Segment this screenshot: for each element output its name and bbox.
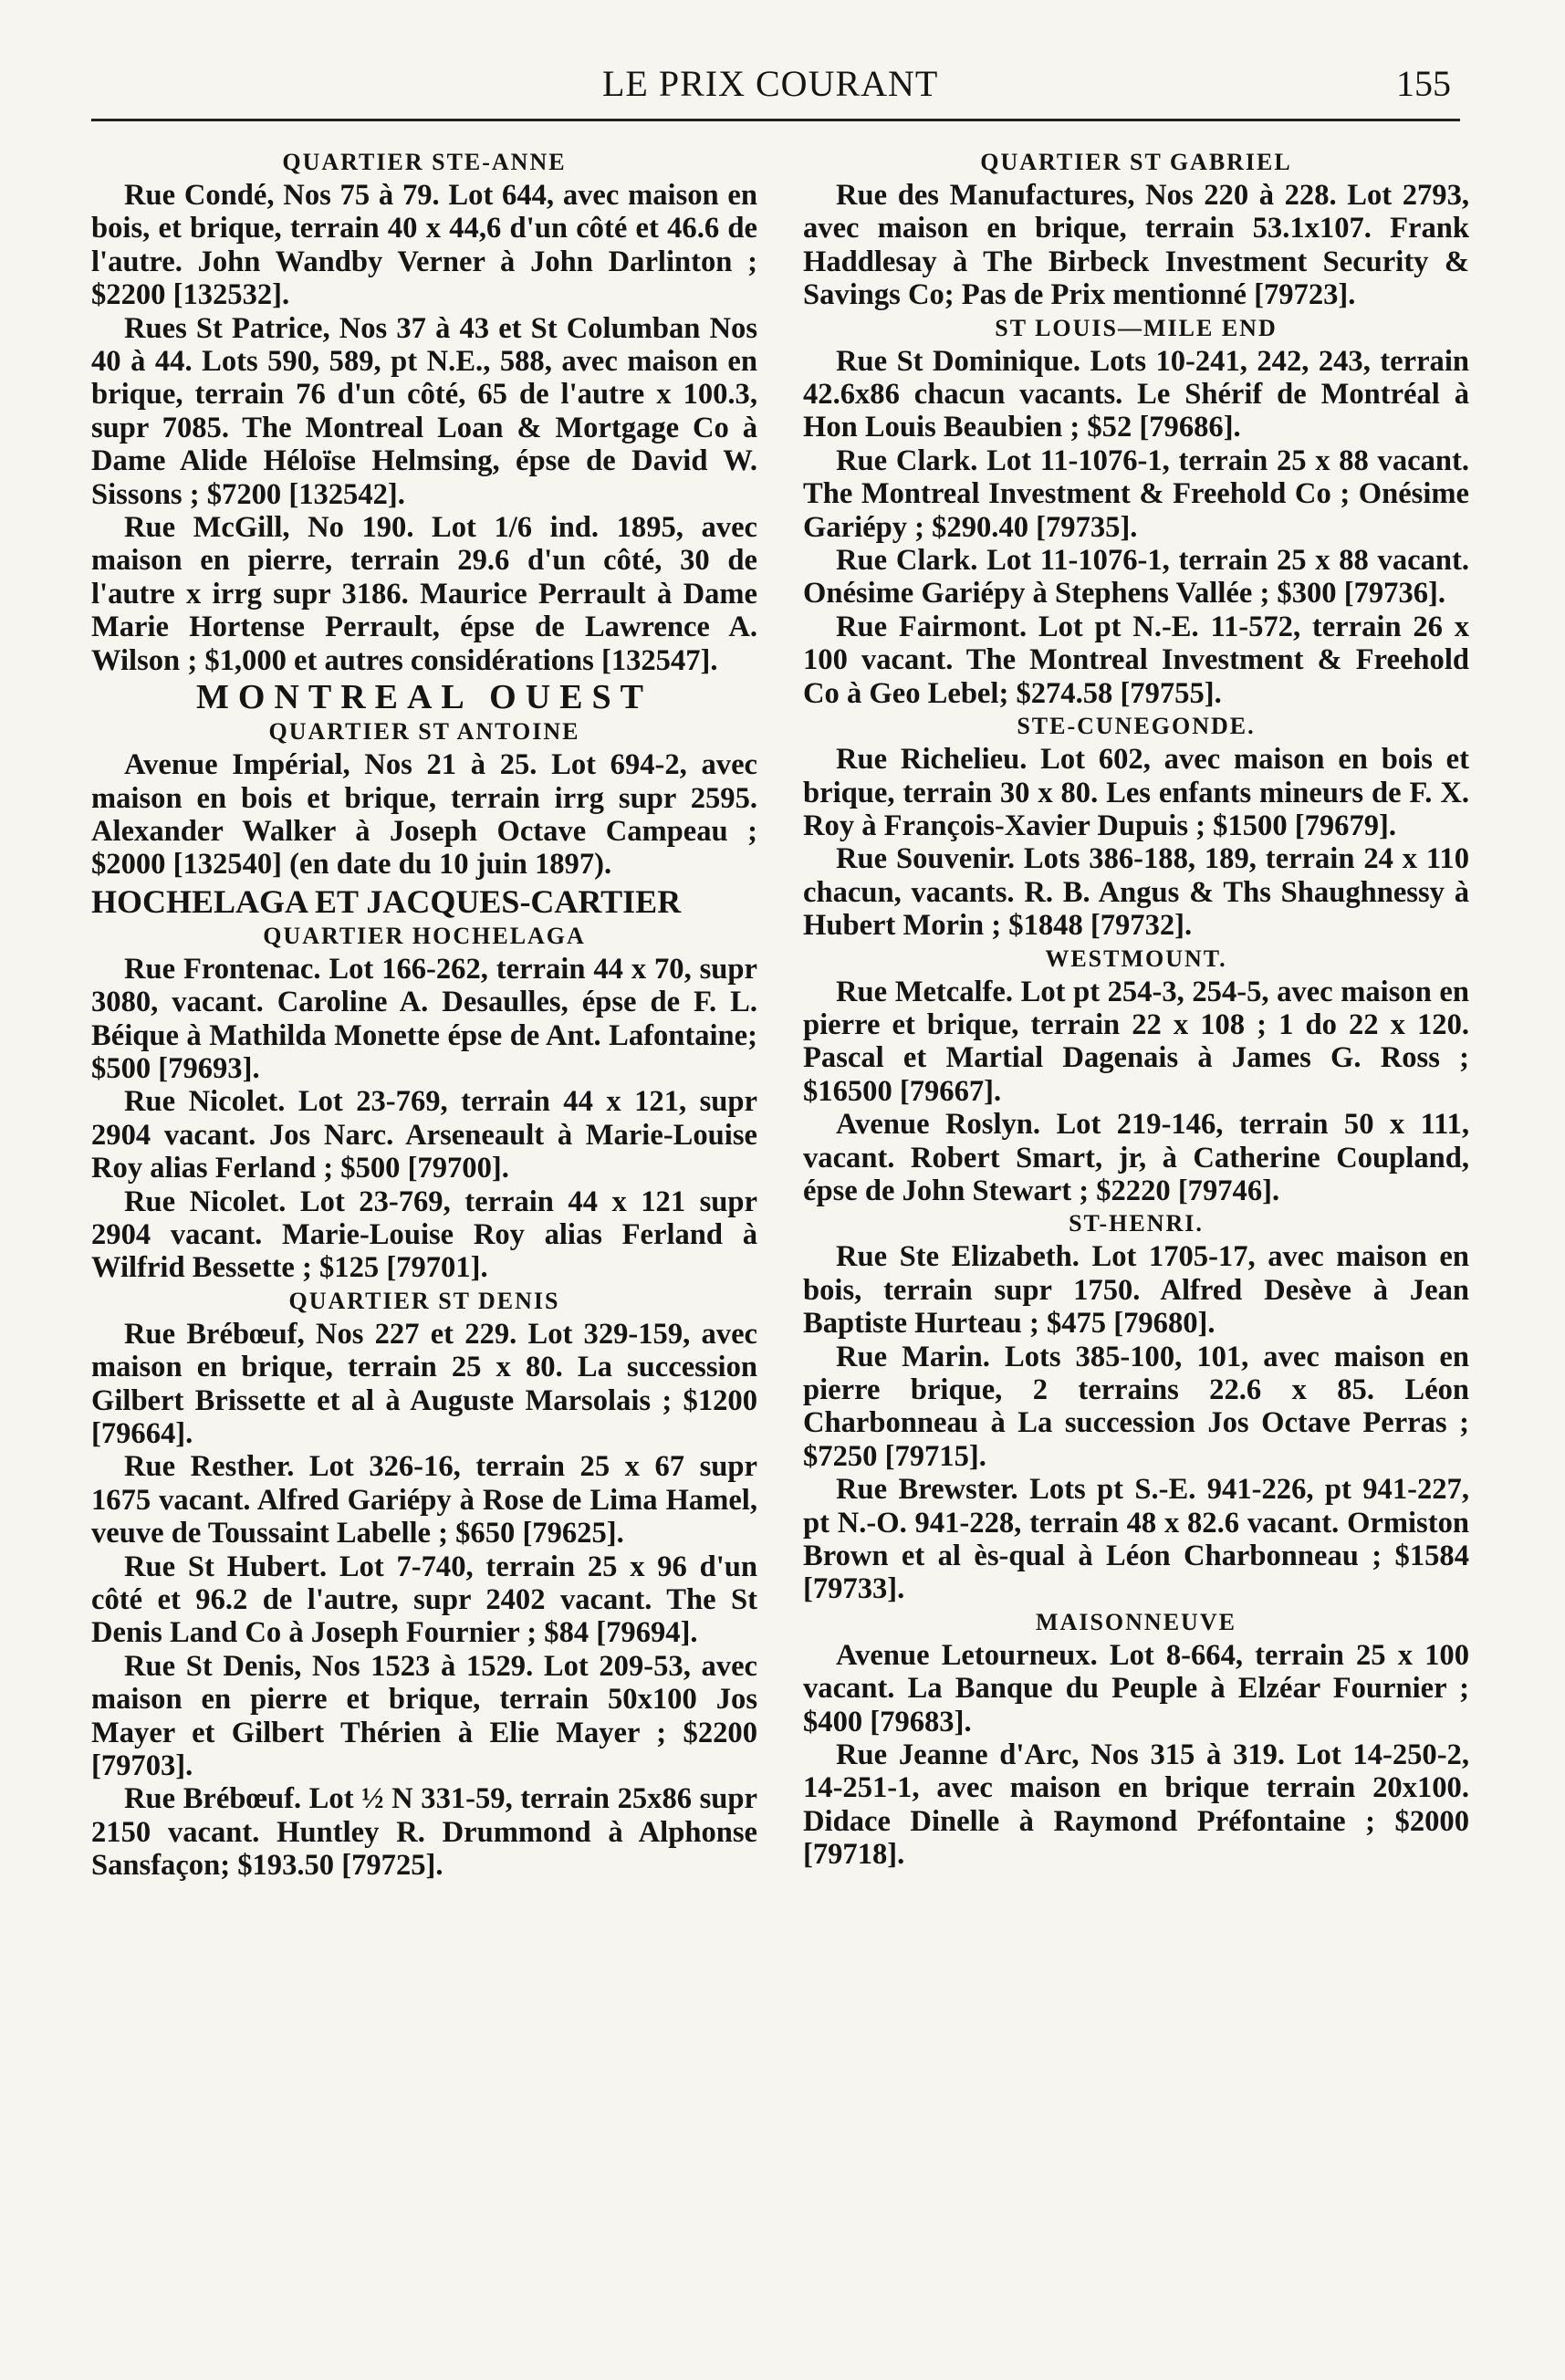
running-title: LE PRIX COURANT — [602, 63, 939, 104]
district-heading: HOCHELAGA ET JACQUES-CARTIER — [91, 882, 682, 920]
property-entry: Rue Brewster. Lots pt S.-E. 941-226, pt 941-227, pt N.-O. 941-228, terrain 48 x 82.6 vacant. Ormiston Brown et al ès-qual à Léon Charbonneau ; $1584 [79733]. — [803, 1473, 1469, 1606]
property-entry: Rue Frontenac. Lot 166-262, terrain 44 x 70, supr 3080, vacant. Caroline A. Desaulles, épse de F. L. Béique à Mathilda Monette épse de Ant. Lafontaine; $500 [79693]. — [91, 952, 757, 1085]
property-entry: Rue Nicolet. Lot 23-769, terrain 44 x 121, supr 2904 vacant. Jos Narc. Arseneault à Marie-Louise Roy alias Ferland ; $500 [79700]. — [91, 1085, 757, 1185]
header-rule — [91, 119, 1460, 121]
section-heading: STE-CUNEGONDE. — [1017, 713, 1256, 740]
property-entry: Rue Brébœuf, Nos 227 et 229. Lot 329-159, avec maison en brique, terrain 25 x 80. La succession Gilbert Brissette et al à Auguste Marsolais ; $1200 [79664]. — [91, 1317, 757, 1450]
property-entry: Rue Marin. Lots 385-100, 101, avec maison en pierre brique, 2 terrains 22.6 x 85. Léon Charbonneau à La succession Jos Octave Perras ; $7250 [79715]. — [803, 1340, 1469, 1473]
property-entry: Rue Richelieu. Lot 602, avec maison en bois et brique, terrain 30 x 80. Les enfants mineurs de F. X. Roy à François-Xavier Dupuis ; $1500 [79679]. — [803, 743, 1469, 842]
section-heading: WESTMOUNT. — [1045, 945, 1227, 972]
property-entry: Rue Resther. Lot 326-16, terrain 25 x 67 supr 1675 vacant. Alfred Gariépy à Rose de Lima Hamel, veuve de Toussaint Labelle ; $650 [79625]. — [91, 1450, 757, 1550]
property-entry: Rue St Dominique. Lots 10-241, 242, 243, terrain 42.6x86 chacun vacants. Le Shérif de Montréal à Hon Louis Beaubien ; $52 [79686]. — [803, 344, 1469, 444]
page-header — [91, 55, 1460, 110]
property-entry: Rue Ste Elizabeth. Lot 1705-17, avec maison en bois, terrain supr 1750. Alfred Desève à Jean Baptiste Hurteau ; $475 [79680]. — [803, 1240, 1469, 1341]
section-heading: ST LOUIS—MILE END — [995, 314, 1278, 341]
district-heading: MONTREAL OUEST — [195, 678, 653, 717]
section-heading: QUARTIER ST GABRIEL — [980, 149, 1292, 175]
section-heading: QUARTIER ST DENIS — [288, 1287, 560, 1314]
section-heading: MAISONNEUVE — [1036, 1608, 1236, 1635]
property-entry: Rues St Patrice, Nos 37 à 43 et St Columban Nos 40 à 44. Lots 590, 589, pt N.E., 588, avec maison en brique, terrain 76 d'un côté, 65 de l'autre x 100.3, supr 7085. The Montreal Loan & Mortgage Co à Dame Alide Héloïse Helmsing, épse de David W. Sissons ; $7200 [132542]. — [91, 311, 757, 511]
section-heading: QUARTIER HOCHELAGA — [263, 922, 586, 949]
property-entry: Rue Nicolet. Lot 23-769, terrain 44 x 121 supr 2904 vacant. Marie-Louise Roy alias Ferland à Wilfrid Bessette ; $125 [79701]. — [91, 1185, 757, 1285]
property-entry: Rue Jeanne d'Arc, Nos 315 à 319. Lot 14-250-2, 14-251-1, avec maison en brique terrain 20x100. Didace Dinelle à Raymond Préfontaine ; $2000 [79718]. — [803, 1738, 1469, 1872]
section-heading: ST-HENRI. — [1069, 1210, 1204, 1237]
property-entry: Rue St Hubert. Lot 7-740, terrain 25 x 96 d'un côté et 96.2 de l'autre, supr 2402 vacant. The St Denis Land Co à Joseph Fournier ; $84 [79694]. — [91, 1550, 757, 1650]
property-entry: Avenue Impérial, Nos 21 à 25. Lot 694-2, avec maison en bois et brique, terrain irrg supr 2595. Alexander Walker à Joseph Octave Campeau ; $2000 [132540] (en date du 10 juin 1897). — [91, 748, 757, 882]
property-entry: Rue Metcalfe. Lot pt 254-3, 254-5, avec maison en pierre et brique, terrain 22 x 108 ; 1 do 22 x 120. Pascal et Martial Dagenais à James G. Ross ; $16500 [79667]. — [803, 975, 1469, 1108]
section-heading: QUARTIER ST ANTOINE — [268, 718, 580, 746]
left-column — [91, 146, 757, 2354]
section-heading: QUARTIER STE-ANNE — [282, 149, 567, 175]
page-number: 155 — [1396, 63, 1451, 104]
property-entry: Avenue Roslyn. Lot 219-146, terrain 50 x 111, vacant. Robert Smart, jr, à Catherine Coupland, épse de John Stewart ; $2220 [79746]. — [803, 1108, 1469, 1207]
property-entry: Rue St Denis, Nos 1523 à 1529. Lot 209-53, avec maison en pierre et brique, terrain 50x100 Jos Mayer et Gilbert Thérien à Elie Mayer ; $2200 [79703]. — [91, 1649, 757, 1783]
property-entry: Rue Souvenir. Lots 386-188, 189, terrain 24 x 110 chacun, vacants. R. B. Angus & Ths Shaughnessy à Hubert Morin ; $1848 [79732]. — [803, 842, 1469, 943]
property-entry: Rue Brébœuf. Lot ½ N 331-59, terrain 25x86 supr 2150 vacant. Huntley R. Drummond à Alphonse Sansfaçon; $193.50 [79725]. — [91, 1782, 757, 1883]
property-entry: Rue Fairmont. Lot pt N.-E. 11-572, terrain 26 x 100 vacant. The Montreal Investment & Freehold Co à Geo Lebel; $274.58 [79755]. — [803, 610, 1469, 710]
property-entry: Rue Condé, Nos 75 à 79. Lot 644, avec maison en bois, et brique, terrain 40 x 44,6 d'un côté et 46.6 de l'autre. John Wandby Verner à John Darlinton ; $2200 [132532]. — [91, 179, 757, 312]
property-entry: Rue Clark. Lot 11-1076-1, terrain 25 x 88 vacant. Onésime Gariépy à Stephens Vallée ; $300 [79736]. — [803, 544, 1469, 611]
property-entry: Rue des Manufactures, Nos 220 à 228. Lot 2793, avec maison en brique, terrain 53.1x107. Frank Haddlesay à The Birbeck Investment Security & Savings Co; Pas de Prix mentionné [79723]. — [803, 179, 1469, 312]
right-column — [803, 146, 1469, 2354]
property-entry: Avenue Letourneux. Lot 8-664, terrain 25 x 100 vacant. La Banque du Peuple à Elzéar Fournier ; $400 [79683]. — [803, 1638, 1469, 1738]
property-entry: Rue McGill, No 190. Lot 1/6 ind. 1895, avec maison en pierre, terrain 29.6 d'un côté, 30 de l'autre x irrg supr 3186. Maurice Perrault à Dame Marie Hortense Perrault, épse de Lawrence A. Wilson ; $1,000 et autres considérations [132547]. — [91, 511, 757, 677]
property-entry: Rue Clark. Lot 11-1076-1, terrain 25 x 88 vacant. The Montreal Investment & Freehold Co ; Onésime Gariépy ; $290.40 [79735]. — [803, 444, 1469, 544]
